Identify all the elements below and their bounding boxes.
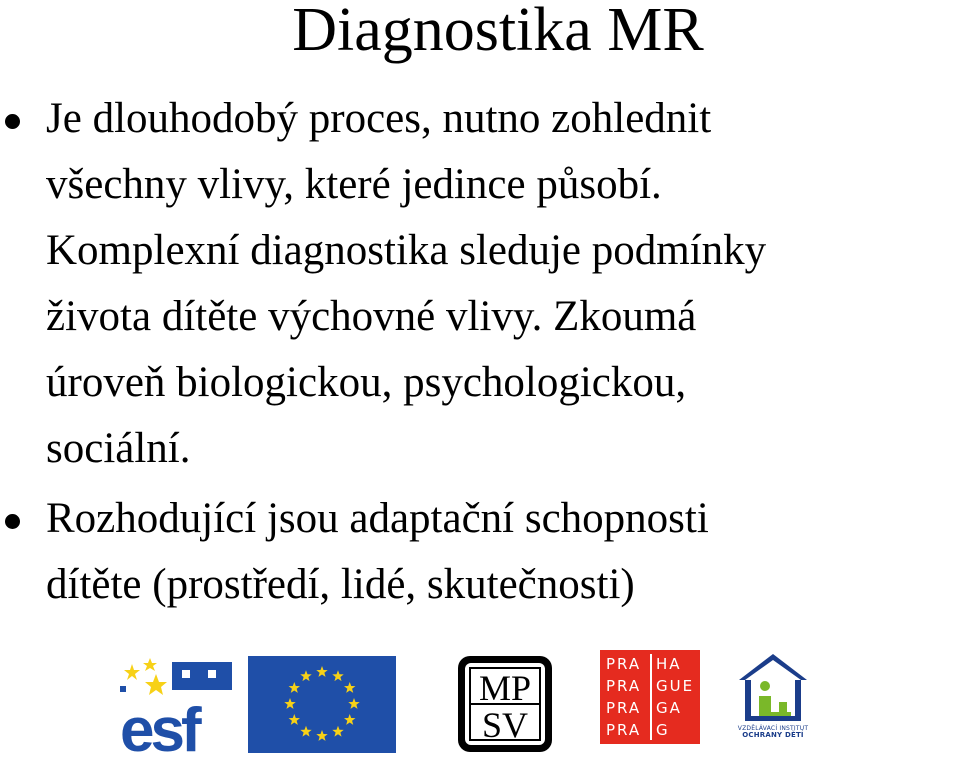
praha-text: G xyxy=(656,721,670,739)
praha-text: GA xyxy=(656,699,682,717)
bullet-line: úroveň biologickou, psychologickou, xyxy=(46,359,687,406)
logo-strip xyxy=(0,650,960,757)
praha-logo xyxy=(600,650,700,744)
bullet-marker xyxy=(5,114,20,129)
bullet-line: života dítěte výchovné vlivy. Zkoumá xyxy=(46,293,697,340)
bullet-list xyxy=(0,86,960,618)
praha-text: GUE xyxy=(656,677,695,695)
bullet-line: všechny vlivy, které jedince působí. xyxy=(46,161,662,208)
praha-text: PRA xyxy=(606,721,642,739)
bullet-line: sociální. xyxy=(46,425,191,472)
bullet-line: dítěte (prostředí, lidé, skutečnosti) xyxy=(46,561,635,608)
praha-text: PRA xyxy=(606,699,642,717)
praha-text: PRA xyxy=(606,677,642,695)
mpsv-logo xyxy=(458,656,552,752)
viod-logo xyxy=(735,650,811,747)
svg-text:esf: esf xyxy=(120,696,198,753)
svg-text:SV: SV xyxy=(481,705,529,745)
bullet-line: Je dlouhodobý proces, nutno zohlednit xyxy=(46,95,712,142)
bullet-line: Komplexní diagnostika sleduje podmínky xyxy=(46,227,767,274)
praha-text: HA xyxy=(656,655,682,673)
eu-flag-logo xyxy=(248,656,396,753)
esf-logo xyxy=(120,656,236,753)
house-icon xyxy=(735,650,811,724)
viod-caption: OCHRANY DĚTÍ xyxy=(742,731,804,739)
bullet-item xyxy=(0,486,960,618)
svg-text:MP: MP xyxy=(478,668,532,708)
slide-title: Diagnostika MR xyxy=(292,0,704,64)
praha-grid xyxy=(600,650,700,744)
viod-caption: VZDĚLÁVACÍ INSTITUT xyxy=(737,725,809,732)
bullet-line: Rozhodující jsou adaptační schopnosti xyxy=(46,495,709,542)
bullet-item xyxy=(0,86,960,482)
praha-text: PRA xyxy=(606,655,642,673)
praha-divider xyxy=(650,654,652,740)
bullet-marker xyxy=(5,514,20,529)
